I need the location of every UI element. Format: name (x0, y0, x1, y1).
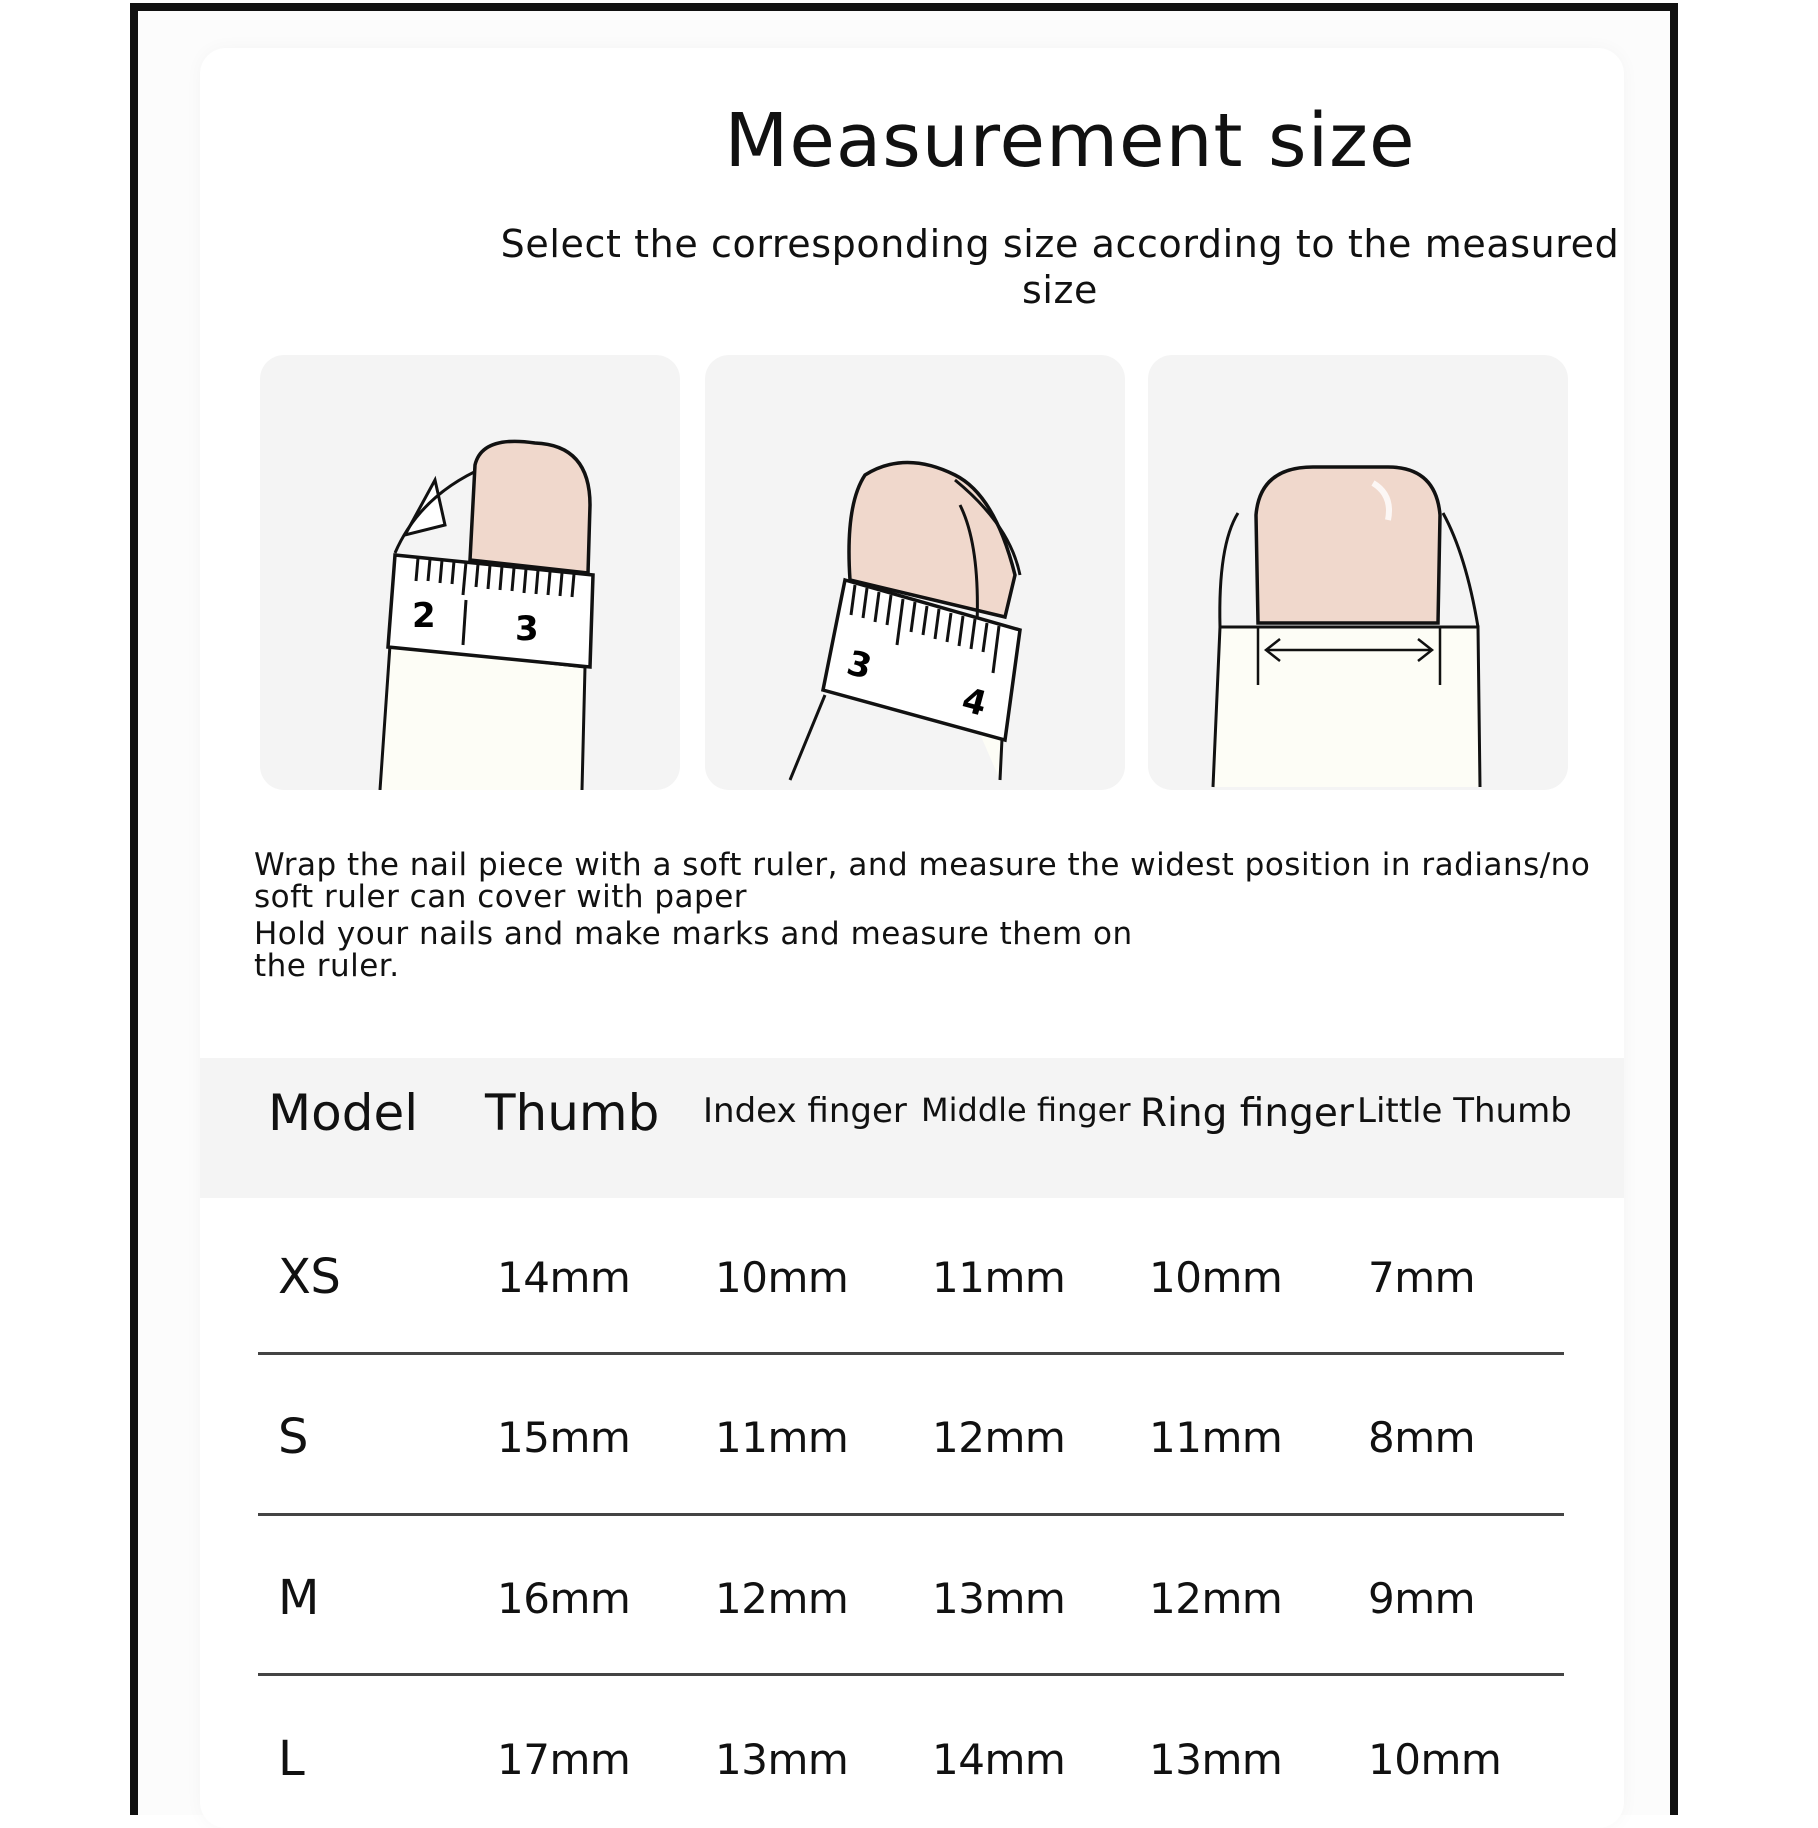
size-model-label: S (278, 1409, 308, 1465)
size-model-label: L (278, 1731, 305, 1787)
table-cell: 7mm (1368, 1253, 1476, 1302)
ruler-mark-label: 4 (957, 680, 991, 725)
table-cell: 14mm (497, 1253, 631, 1302)
size-model-label: M (278, 1570, 319, 1626)
ruler-mark-label: 3 (842, 643, 876, 688)
table-cell: 10mm (1368, 1735, 1502, 1784)
page-title: Measurement size (724, 98, 1416, 184)
size-model-label: XS (278, 1249, 341, 1305)
instruction-text: Hold your nails and make marks and measure them on the ruler. (254, 916, 1133, 984)
table-cell: 12mm (932, 1413, 1066, 1462)
table-cell: 14mm (932, 1735, 1066, 1784)
table-cell: 11mm (715, 1413, 849, 1462)
table-cell: 12mm (1149, 1574, 1283, 1623)
row-divider (258, 1673, 1564, 1676)
column-header-ring-finger: Ring finger (1140, 1091, 1354, 1136)
column-header-middle-finger: Middle finger (921, 1091, 1131, 1129)
table-cell: 11mm (932, 1253, 1066, 1302)
table-cell: 8mm (1368, 1413, 1476, 1462)
column-header-little-thumb: Little Thumb (1357, 1091, 1572, 1131)
table-cell: 15mm (497, 1413, 631, 1462)
column-header-model: Model (268, 1084, 419, 1142)
ruler-mark-label: 3 (515, 609, 539, 649)
ruler-mark-label: 2 (412, 596, 436, 636)
table-cell: 10mm (1149, 1253, 1283, 1302)
row-divider (258, 1513, 1564, 1516)
finger-ruler-illustration (705, 355, 1125, 790)
table-cell: 9mm (1368, 1574, 1476, 1623)
row-divider (258, 1352, 1564, 1355)
table-cell: 12mm (715, 1574, 849, 1623)
table-cell: 13mm (1149, 1735, 1283, 1784)
thumb-ruler-illustration (260, 355, 680, 790)
column-header-thumb: Thumb (485, 1084, 660, 1142)
instruction-text: Wrap the nail piece with a soft ruler, and measure the widest position in radians/no soft ruler can cover with paper (254, 847, 1591, 915)
column-header-index-finger: Index finger (703, 1091, 907, 1131)
finger-ruler-icon (705, 355, 1125, 790)
table-cell: 13mm (932, 1574, 1066, 1623)
table-cell: 10mm (715, 1253, 849, 1302)
table-cell: 17mm (497, 1735, 631, 1784)
nail-width-illustration (1148, 355, 1568, 790)
page-subtitle: Select the corresponding size according to the measured size (500, 222, 1620, 312)
table-cell: 16mm (497, 1574, 631, 1623)
table-cell: 13mm (715, 1735, 849, 1784)
nail-width-icon (1148, 355, 1568, 790)
table-cell: 11mm (1149, 1413, 1283, 1462)
thumb-ruler-icon (260, 355, 680, 790)
